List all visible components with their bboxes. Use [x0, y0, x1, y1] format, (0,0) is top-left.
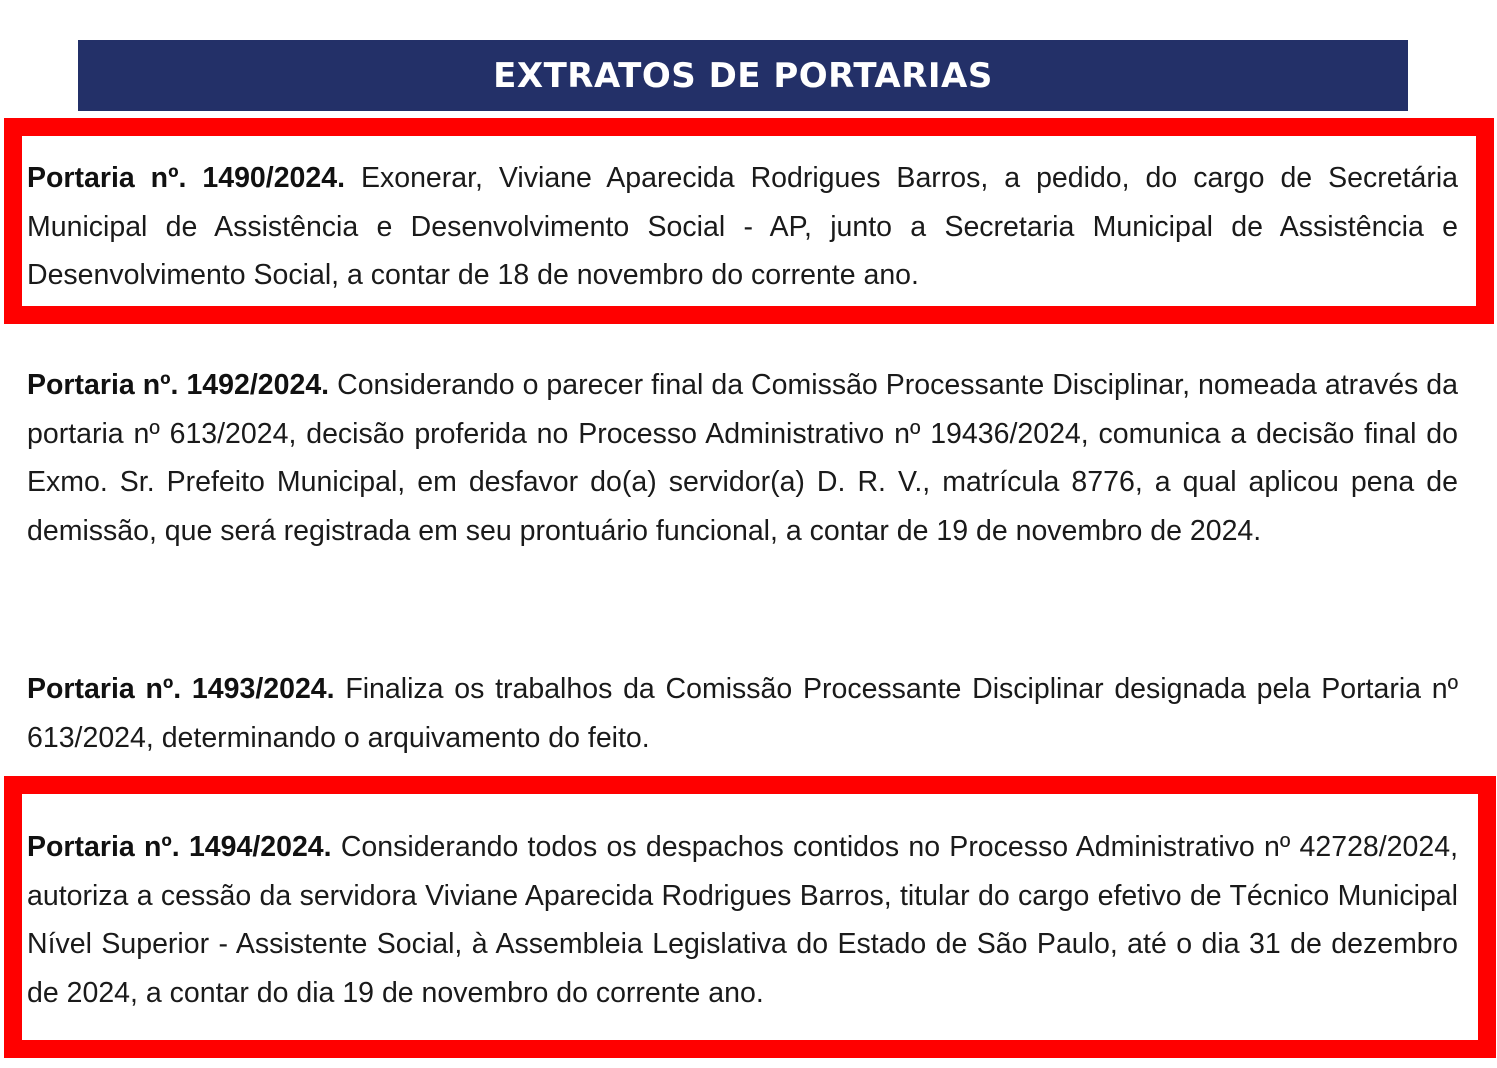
header-banner — [78, 40, 1408, 111]
portaria-text: Considerando o parecer final da Comissão Processante Disciplinar, nomeada através da portaria nº 613/2024, decisão proferida no Processo Administrativo nº 19436/2024, comunica a decisão final do Exmo. Sr. Prefeito Municipal, em desfavor do(a) servidor(a) D. R. V., matrícula 8776, a qual aplicou pena de demissão, que será registrada em seu prontuário funcional, a contar de 19 de novembro de 2024. — [27, 369, 1459, 547]
portaria-text: Considerando todos os despachos contidos no Processo Administrativo nº 42728/2024, autoriza a cessão da servidora Viviane Aparecida Rodrigues Barros, titular do cargo efetivo de Técnico Municipal Nível Superior - Assistente Social, à Assembleia Legislativa do Estado de São Paulo, até o dia 31 de dezembro de 2024, a contar do dia 19 de novembro do corrente ano. — [27, 831, 1459, 1009]
portaria-text: Exonerar, Viviane Aparecida Rodrigues Barros, a pedido, do cargo de Secretária Municipal de Assistência e Desenvolvimento Social - AP, junto a Secretaria Municipal de Assistência e Desenvolvimento Social, a contar de 18 de novembro do corrente ano. — [27, 162, 1459, 291]
portaria-label: Portaria nº. 1494/2024. — [27, 831, 332, 863]
page-title: EXTRATOS DE PORTARIAS — [493, 55, 993, 96]
portaria-label: Portaria nº. 1492/2024. — [27, 369, 330, 401]
highlight-box-portaria-1490 — [4, 118, 1494, 324]
portaria-label: Portaria nº. 1493/2024. — [27, 673, 335, 705]
portaria-1492 — [27, 361, 1458, 555]
portaria-label: Portaria nº. 1490/2024. — [27, 162, 346, 194]
highlight-box-portaria-1494 — [4, 776, 1496, 1058]
portaria-text: Finaliza os trabalhos da Comissão Processante Disciplinar designada pela Portaria nº 613/2024, determinando o arquivamento do feito. — [27, 673, 1459, 754]
portaria-1493 — [27, 665, 1458, 762]
